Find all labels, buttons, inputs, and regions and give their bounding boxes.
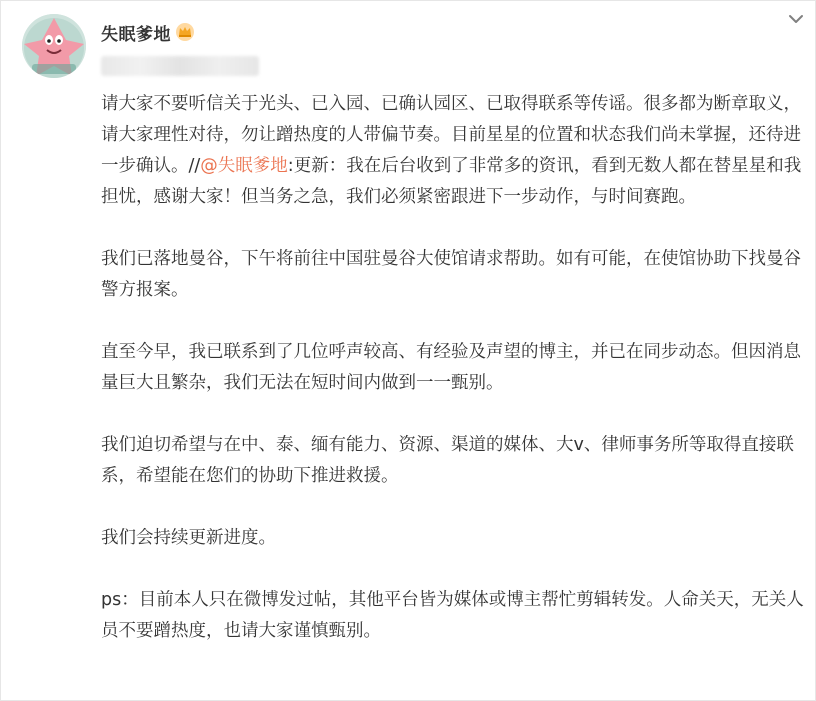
post-text: :更新：我在后台收到了非常多的资讯，看到无数人都在替星星和我担忧，感谢大家！但当务之急，我们必须紧密跟进下一步动作，与时间赛跑。 bbox=[101, 156, 802, 207]
post-header bbox=[101, 17, 195, 47]
post-meta-blurred bbox=[101, 56, 259, 76]
post-paragraph-4: 我们迫切希望与在中、泰、缅有能力、资源、渠道的媒体、大v、律师事务所等取得直接联系，希望能在您们的协助下推进救援。 bbox=[101, 435, 794, 486]
post-paragraph-3: 直至今早，我已联系到了几位呼声较高、有经验及声望的博主，并已在同步动态。但因消息量巨大且繁杂，我们无法在短时间内做到一一甄别。 bbox=[101, 342, 801, 393]
post-paragraph-6: ps：目前本人只在微博发过帖，其他平台皆为媒体或博主帮忙剪辑转发。人命关天，无关人员不要蹭热度，也请大家谨慎甄别。 bbox=[101, 590, 804, 641]
post-paragraph-2: 我们已落地曼谷，下午将前往中国驻曼谷大使馆请求帮助。如有可能，在使馆协助下找曼谷警方报案。 bbox=[101, 249, 801, 300]
patrick-star-avatar-icon[interactable] bbox=[22, 14, 86, 78]
username-link[interactable]: 失眠爹地 bbox=[101, 24, 171, 45]
post-paragraph-5: 我们会持续更新进度。 bbox=[101, 528, 276, 548]
crown-badge-icon[interactable] bbox=[175, 22, 195, 42]
post-body bbox=[101, 89, 807, 678]
post-text: 请大家不要听信关于光头、已入园、已确认园区、已取得联系等传谣。很多都为断章取义，请大家理性对待，勿让蹭热度的人带偏节奏。目前星星的位置和状态我们尚未掌握，还待进一步确认。// bbox=[101, 94, 801, 176]
mention-link[interactable]: @失眠爹地 bbox=[200, 156, 288, 176]
post-paragraph-1 bbox=[101, 89, 807, 213]
chevron-down-icon[interactable] bbox=[784, 7, 808, 31]
